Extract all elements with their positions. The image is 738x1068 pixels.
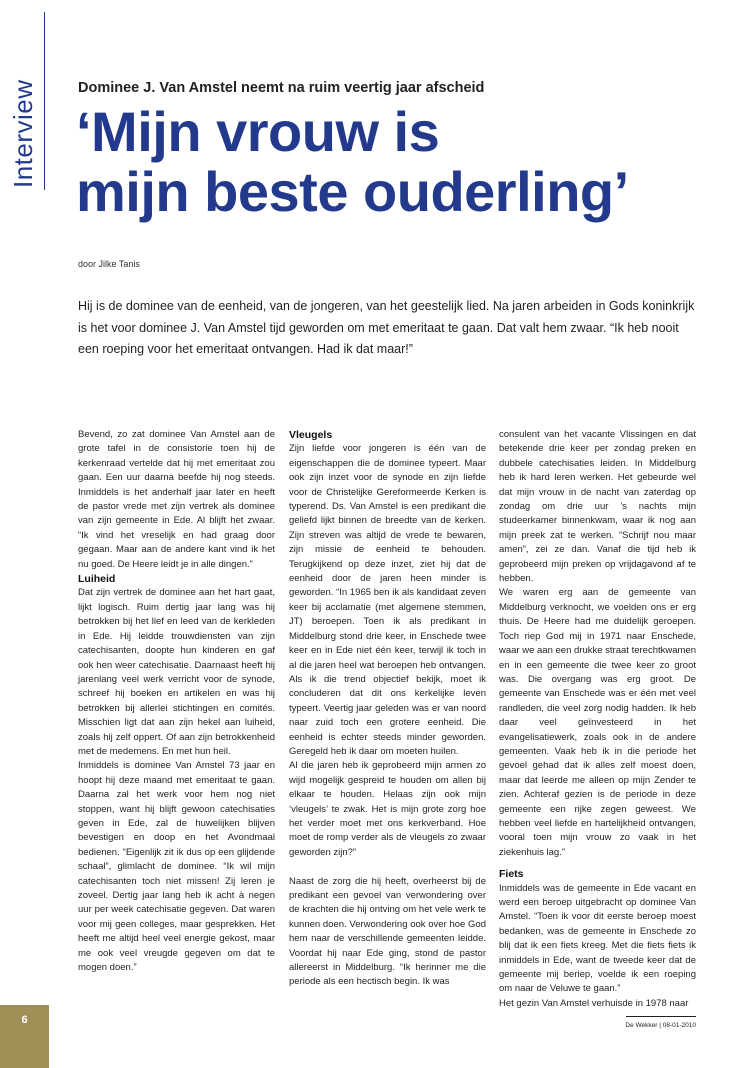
article-headline (76, 102, 629, 222)
subheading-vleugels: Vleugels (289, 429, 333, 441)
page-number: 6 (21, 1014, 28, 1026)
body-column-3 (499, 428, 696, 1011)
body-paragraph: Dat zijn vertrek de dominee aan het hart gaat, lijkt logisch. Ruim dertig jaar lang was hij betrokken bij het lief en leed van de kerkleden in Ede. Hij leidde trouwdiensten van zijn catechisanten, doopte hun kinderen en gaf ook hen weer catechisatie. Daarnaast heeft hij jarenlang veel werk verricht voor de synode, schreef hij boeken en artikelen en was hij betrokken bij allerlei stichtingen en comités. Misschien ligt dat aan zijn hekel aan luiheid, zoals hij zelf oppert. Of aan zijn betrokkenheid met de medemens. En met hun heil. (78, 587, 275, 757)
body-paragraph: Naast de zorg die hij heeft, overheerst bij de predikant een gevoel van verwondering over de krachten die hij ontving om het vele werk te kunnen doen. Verwondering ook over hoe God hem naar de verschillende gemeenten leidde. Voordat hij naar Ede ging, stond de pastor allereerst in Middelburg. “Ik herinner me die periode als een hectisch begin. Ik was (289, 875, 486, 988)
body-paragraph: Het gezin Van Amstel verhuisde in 1978 naar (499, 997, 689, 1009)
section-divider-line (44, 12, 45, 190)
body-paragraph: Bevend, zo zat dominee Van Amstel aan de grote tafel in de consistorie toen hij de kerkenraad vertelde dat hij met emeritaat zou gaan. Een uur daarna beefde hij nog steeds. Inmiddels is het anderhalf jaar later en heeft de pastor vrede met zijn vertrek als dominee van zijn gemeente in Ede. Al blijft het zwaar. “Ik vind het vreselijk en had graag door gegaan. Maar aan de andere kant vind ik het nu goed. De Heere leidt je in alle dingen.” (78, 429, 275, 570)
body-paragraph: consulent van het vacante Vlissingen en dat betekende drie keer per zondag preken en dubbele catechisaties leiden. In Middelburg heb ik hard leren werken. Het gebeurde wel dat mijn vrouw in de nacht van zaterdag op zondag om drie uur ’s nachts mijn studeerkamer binnenkwam, waar ik nog aan mijn preek zat te werken. “Schrijf nou maar amen”, zei ze dan. Vanaf die tijd heb ik geprobeerd mijn preken op vrijdagavond af te hebben. (499, 429, 696, 585)
footer-divider (626, 1016, 696, 1017)
subheading-fiets: Fiets (499, 868, 524, 881)
intro-paragraph: Hij is de dominee van de eenheid, van de jongeren, van het geestelijk lied. Na jaren arbeiden in Gods koninkrijk is het voor dominee J. Van Amstel tijd geworden om met emeritaat te gaan. Dat valt hem zwaar. “Ik heb nooit een roeping voor het emeritaat ontvangen. Had ik dat maar!” (78, 299, 695, 356)
section-label: Interview (8, 79, 38, 188)
body-paragraph: Al die jaren heb ik geprobeerd mijn armen zo wijd mogelijk gespreid te houden om allen bij elkaar te houden. Helaas zijn ook mijn ‘vleugels’ te zwak. Het is mijn grote zorg hoe het verder moet met ons kerkverband. Hoe moet de romp verder als de vleugels zo zwaar geworden zijn?” (289, 760, 486, 858)
body-column-2 (289, 428, 486, 990)
body-paragraph: Inmiddels was de gemeente in Ede vacant en werd een beroep uitgebracht op dominee Van Amstel. “Toen ik voor dit eerste beroep moest bedanken, was de gemeente in Enschede zo blij dat ik een fiets kreeg. Met die fiets fiets ik inmiddels in Ede, want de tweede keer dat de gemeente mij beriep, voelde ik een roeping om naar de Veluwe te gaan.” (499, 882, 696, 995)
byline: door Jilke Tanis (78, 259, 140, 269)
headline-line-1: ‘Mijn vrouw is (76, 100, 440, 163)
subheading-luiheid: Luiheid (78, 573, 116, 586)
body-paragraph: We waren erg aan de gemeente van Middelburg verknocht, we voelden ons er erg thuis. De Heere had me duidelijk geroepen. Toch riep God mij in 1971 naar Enschede, waar we aan een drukke straat terechtkwamen en in een gemeente die twee keer zo groot was. Die overgang was erg groot. De gemeente van Enschede was er één met veel randleden, die veel zorg nodig hadden. Ik heb daar veel geïnvesteerd in het evangelisatiewerk, zoals ook in de andere gemeenten. Vaak heb ik in die periode het gevoel gehad dat ik alles zelf moest doen, maar dat leerde me alleen op mijn Zender te zien. Achteraf gezien is de periode in deze gemeente een rijke zegen geweest. We hebben veel liefde en hartelijkheid ontvangen, vooral toen mijn vrouw zo vaak in het ziekenhuis lag.” (499, 587, 696, 858)
article-kicker: Dominee J. Van Amstel neemt na ruim veertig jaar afscheid (78, 80, 485, 96)
body-paragraph: Inmiddels is dominee Van Amstel 73 jaar en hoopt hij deze maand met emeritaat te gaan. Daarna zal het werk voor hem nog niet stoppen, want hij blijft gewoon catechisaties geven in Ede, zal de huwelijken blijven bevestigen en doop en het Avondmaal bedienen. “Eigenlijk zit ik dus op een glijdende schaal”, glimlacht de dominee. “Ik wil mijn catechisanten toch niet missen! Zij leren je zoveel. Dertig jaar lang heb ik acht à negen uur per week catechisatie gegeven. Dat waren voor mij geen colleges, maar gesprekken. Het heeft me altijd heel veel energie gekost, maar me ook veel vreugde gegeven om dat te mogen doen.” (78, 760, 275, 974)
footer-publication: De Wekker | 08-01-2010 (625, 1022, 696, 1029)
body-column-1 (78, 428, 275, 975)
headline-line-2: mijn beste ouderling’ (76, 160, 629, 223)
body-paragraph: Zijn liefde voor jongeren is één van de eigenschappen die de dominee typeert. Maar ook zijn inzet voor de synode en zijn liefde voor de Christelijke Gereformeerde Kerken is typerend. Ds. Van Amstel is een predikant die geliefd lijkt binnen de breedte van de kerken. Zijn streven was altijd de vrede te bewaren, zijn missie de eenheid te behouden. Terugkijkend op deze inzet, ziet hij dat de eenheid door de jaren heen minder is geworden. “In 1965 ben ik als kandidaat zeven keer bij acclamatie (met algemene stemmen, JT) beroepen. Toen ik als predikant in Middelburg stond drie keer, in Enschede twee keer en in Ede niet één keer, terwijl ik toch in al die jaren heel wat beroepen heb ontvangen. Als ik die trend objectief bekijk, moet ik concluderen dat dit ons kerkelijke leven typeert. Veertig jaar geleden was er van noord naar zuid toch een grotere eenheid. Die eenheid is echter steeds minder geworden. Geregeld heb ik daar om moeten huilen. (289, 443, 486, 757)
